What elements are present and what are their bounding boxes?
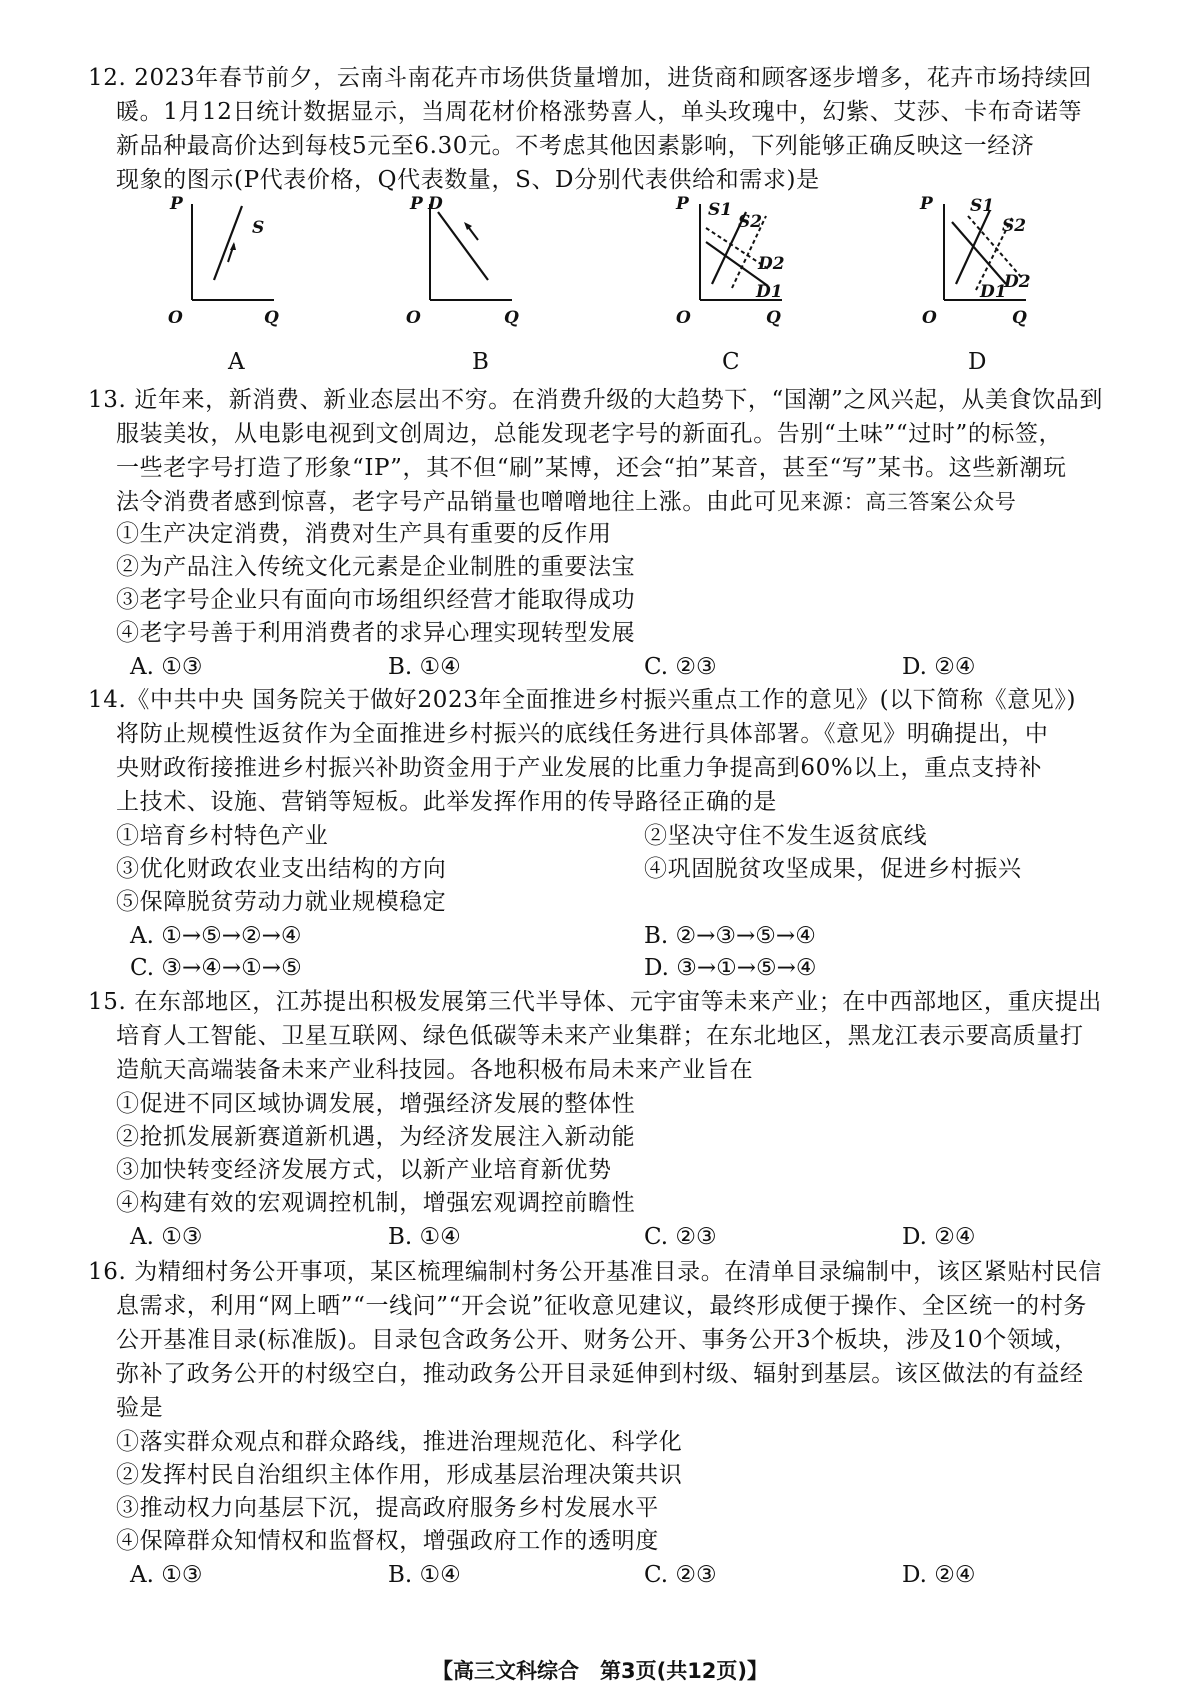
figure-b-graph xyxy=(416,198,516,310)
q14-option-a: A. ①→⑤→②→④ xyxy=(130,923,302,949)
q14-option-b: B. ②→③→⑤→④ xyxy=(644,923,816,949)
q13-option-d: D. ②④ xyxy=(902,654,976,680)
q13-item-2: ②为产品注入传统文化元素是企业制胜的重要法宝 xyxy=(116,554,636,580)
q14-line-1: 14.《中共中央 国务院关于做好2023年全面推进乡村振兴重点工作的意见》(以下简称《意见》) xyxy=(88,687,1077,713)
q15-item-1: ①促进不同区域协调发展，增强经济发展的整体性 xyxy=(116,1091,636,1117)
figure-d-q-label: Q xyxy=(1012,308,1027,328)
q13-line-2: 服装美妆，从电影电视到文创周边，总能发现老字号的新面孔。告别“土味”“过时”的标签， xyxy=(116,421,1063,447)
q13-line-3: 一些老字号打造了形象“IP”，其不但“刷”某博，还会“拍”某音，甚至“写”某书。这些新潮玩 xyxy=(116,455,1067,481)
q14-line-3: 央财政衔接推进乡村振兴补助资金用于产业发展的比重力争提高到60%以上，重点支持补 xyxy=(116,755,1043,781)
q14-line-4: 上技术、设施、营销等短板。此举发挥作用的传导路径正确的是 xyxy=(116,789,777,815)
q15-item-2: ②抢抓发展新赛道新机遇，为经济发展注入新动能 xyxy=(116,1124,636,1150)
q16-line-4: 弥补了政务公开的村级空白，推动政务公开目录延伸到村级、辐射到基层。该区做法的有益经 xyxy=(116,1361,1084,1387)
q12-line-1: 12. 2023年春节前夕，云南斗南花卉市场供货量增加，进货商和顾客逐步增多，花卉市场持续回 xyxy=(88,65,1093,91)
figure-c-d2-label: D2 xyxy=(758,254,785,274)
q13-item-3: ③老字号企业只有面向市场组织经营才能取得成功 xyxy=(116,587,636,613)
q15-option-d: D. ②④ xyxy=(902,1224,976,1250)
q16-item-3: ③推动权力向基层下沉，提高政府服务乡村发展水平 xyxy=(116,1495,659,1521)
q16-option-c: C. ②③ xyxy=(644,1562,717,1588)
figure-b-q-label: Q xyxy=(504,308,519,328)
figure-a-graph xyxy=(178,198,278,310)
q13-line-1: 13. 近年来，新消费、新业态层出不穷。在消费升级的大趋势下，“国潮”之风兴起，从美食饮品到 xyxy=(88,387,1104,413)
q14-item-2: ②坚决守住不发生返贫底线 xyxy=(644,823,928,849)
q15-option-b: B. ①④ xyxy=(388,1224,461,1250)
q16-line-2: 息需求，利用“网上晒”“一线问”“开会说”征收意见建议，最终形成便于操作、全区统一的村务 xyxy=(116,1293,1087,1319)
q16-item-2: ②发挥村民自治组织主体作用，形成基层治理决策共识 xyxy=(116,1462,683,1488)
q13-line-4-text: 法令消费者感到惊喜，老字号产品销量也噌噌地往上涨。由此可见 xyxy=(116,489,801,515)
figure-c-s2-label: S2 xyxy=(738,212,763,232)
q12-line-2: 暖。1月12日统计数据显示，当周花材价格涨势喜人，单头玫瑰中，幻紫、艾莎、卡布奇诺等 xyxy=(116,99,1083,125)
q13-line-4 xyxy=(116,486,1016,518)
q13-option-b: B. ①④ xyxy=(388,654,461,680)
q12-line-4: 现象的图示(P代表价格，Q代表数量，S、D分别代表供给和需求)是 xyxy=(116,167,820,193)
figure-d-d1-label: D1 xyxy=(980,282,1007,302)
figure-a-p-label: P xyxy=(170,194,183,214)
q14-item-1: ①培育乡村特色产业 xyxy=(116,823,329,849)
q16-option-d: D. ②④ xyxy=(902,1562,976,1588)
figure-c-d1-label: D1 xyxy=(756,282,783,302)
q14-item-3: ③优化财政农业支出结构的方向 xyxy=(116,856,447,882)
figure-b-d-label: D xyxy=(428,194,443,214)
figure-a-option-label: A xyxy=(228,349,245,375)
figure-d-o-label: O xyxy=(922,308,937,328)
q15-item-4: ④构建有效的宏观调控机制，增强宏观调控前瞻性 xyxy=(116,1190,636,1216)
q14-option-c: C. ③→④→①→⑤ xyxy=(130,955,302,981)
q13-option-a: A. ①③ xyxy=(130,654,203,680)
q14-item-4: ④巩固脱贫攻坚成果，促进乡村振兴 xyxy=(644,856,1022,882)
q14-item-5: ⑤保障脱贫劳动力就业规模稳定 xyxy=(116,889,447,915)
q15-line-2: 培育人工智能、卫星互联网、绿色低碳等未来产业集群；在东北地区，黑龙江表示要高质量打 xyxy=(116,1023,1084,1049)
figure-c-q-label: Q xyxy=(766,308,781,328)
q16-option-a: A. ①③ xyxy=(130,1562,203,1588)
figure-b-option-label: B xyxy=(472,349,489,375)
q16-item-4: ④保障群众知情权和监督权，增强政府工作的透明度 xyxy=(116,1528,659,1554)
figure-a-q-label: Q xyxy=(264,308,279,328)
q15-option-a: A. ①③ xyxy=(130,1224,203,1250)
q16-option-b: B. ①④ xyxy=(388,1562,461,1588)
q15-item-3: ③加快转变经济发展方式，以新产业培育新优势 xyxy=(116,1157,612,1183)
figure-c-p-label: P xyxy=(676,194,689,214)
figure-d-d2-label: D2 xyxy=(1004,272,1031,292)
source-note: 来源：高三答案公众号 xyxy=(800,490,1017,514)
figure-d-s2-label: S2 xyxy=(1002,216,1027,236)
figure-d-p-label: P xyxy=(920,194,933,214)
figure-c-option-label: C xyxy=(722,349,740,375)
q14-option-d: D. ③→①→⑤→④ xyxy=(644,955,817,981)
q13-item-4: ④老字号善于利用消费者的求异心理实现转型发展 xyxy=(116,620,636,646)
page-footer: 【高三文科综合 第3页(共12页)】 xyxy=(431,1659,769,1683)
q12-line-3: 新品种最高价达到每枝5元至6.30元。不考虑其他因素影响，下列能够正确反映这一经济 xyxy=(116,133,1035,159)
q15-line-3: 造航天高端装备未来产业科技园。各地积极布局未来产业旨在 xyxy=(116,1057,754,1083)
q16-line-1: 16. 为精细村务公开事项，某区梳理编制村务公开基准目录。在清单目录编制中，该区紧贴村民信 xyxy=(88,1259,1102,1285)
figure-b-p-label: P xyxy=(410,194,423,214)
figure-a-s-label: S xyxy=(252,218,265,238)
q16-line-5: 验是 xyxy=(116,1395,164,1421)
q15-line-1: 15. 在东部地区，江苏提出积极发展第三代半导体、元宇宙等未来产业；在中西部地区，重庆提出 xyxy=(88,989,1102,1015)
figure-c-s1-label: S1 xyxy=(708,200,733,220)
q14-line-2: 将防止规模性返贫作为全面推进乡村振兴的底线任务进行具体部署。《意见》明确提出，中 xyxy=(116,721,1049,747)
figure-a-o-label: O xyxy=(168,308,183,328)
figure-d-s1-label: S1 xyxy=(970,196,995,216)
q15-option-c: C. ②③ xyxy=(644,1224,717,1250)
q13-option-c: C. ②③ xyxy=(644,654,717,680)
q16-line-3: 公开基准目录(标准版)。目录包含政务公开、财务公开、事务公开3个板块，涉及10个领域， xyxy=(116,1327,1078,1353)
figure-c-o-label: O xyxy=(676,308,691,328)
q16-item-1: ①落实群众观点和群众路线，推进治理规范化、科学化 xyxy=(116,1429,683,1455)
q13-item-1: ①生产决定消费，消费对生产具有重要的反作用 xyxy=(116,521,612,547)
figure-d-option-label: D xyxy=(968,349,987,375)
figure-b-o-label: O xyxy=(406,308,421,328)
